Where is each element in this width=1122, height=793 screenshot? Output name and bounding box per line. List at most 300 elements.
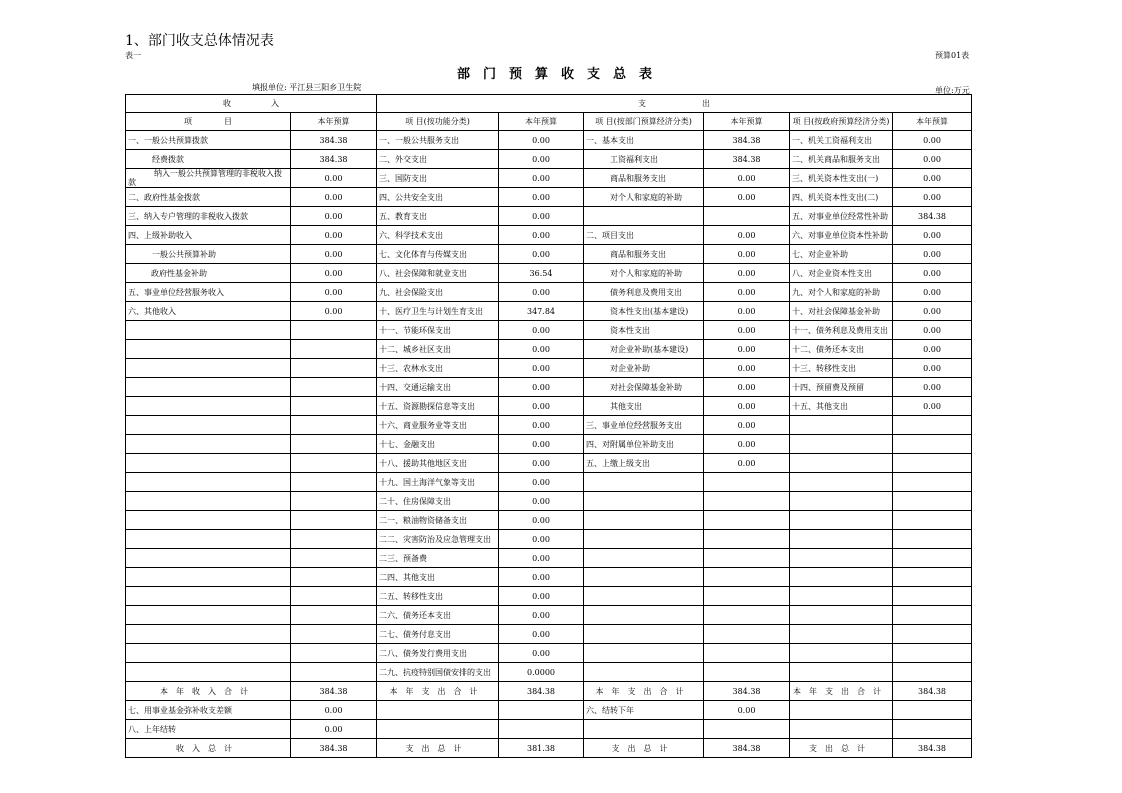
year-income-value: 384.38 <box>291 682 377 701</box>
econ-value: 384.38 <box>704 150 790 169</box>
gov-item: 六、对事业单位资本性补助 <box>790 226 893 245</box>
gov-value <box>893 625 972 644</box>
gov-item: 八、对企业资本性支出 <box>790 264 893 283</box>
func-item: 十四、交通运输支出 <box>377 378 499 397</box>
empty-cell <box>499 701 584 720</box>
econ-item <box>584 606 704 625</box>
table-row <box>126 226 972 245</box>
func-item: 十七、金融支出 <box>377 435 499 454</box>
func-value: 0.00 <box>499 416 584 435</box>
income-item <box>126 416 291 435</box>
expense-total-gv-value: 384.38 <box>893 739 972 758</box>
gov-item <box>790 568 893 587</box>
gov-value <box>893 568 972 587</box>
func-item: 二、外交支出 <box>377 150 499 169</box>
empty-cell <box>584 720 704 739</box>
income-item <box>126 625 291 644</box>
func-value: 0.00 <box>499 397 584 416</box>
empty-cell <box>499 720 584 739</box>
income-item <box>126 378 291 397</box>
income-value: 0.00 <box>291 226 377 245</box>
econ-item: 对企业补助(基本建设) <box>584 340 704 359</box>
func-item: 十五、资源勘探信息等支出 <box>377 397 499 416</box>
gov-item <box>790 625 893 644</box>
gov-value: 0.00 <box>893 397 972 416</box>
gov-item: 一、机关工资福利支出 <box>790 131 893 150</box>
carry-forward-value: 0.00 <box>704 701 790 720</box>
gov-value: 0.00 <box>893 188 972 207</box>
econ-value: 384.38 <box>704 131 790 150</box>
func-value: 0.00 <box>499 473 584 492</box>
reporting-unit <box>252 82 361 93</box>
func-item: 二一、粮油物资储备支出 <box>377 511 499 530</box>
func-item: 二九、抗疫特别国债安排的支出 <box>377 663 499 682</box>
expense-total-fn-label: 支出总计 <box>377 739 499 758</box>
gov-item <box>790 587 893 606</box>
table-row <box>126 435 972 454</box>
gov-value: 0.00 <box>893 169 972 188</box>
func-item: 一、一般公共服务支出 <box>377 131 499 150</box>
table-row <box>126 131 972 150</box>
func-item: 十、医疗卫生与计划生育支出 <box>377 302 499 321</box>
econ-value <box>704 207 790 226</box>
gov-item <box>790 530 893 549</box>
econ-value <box>704 473 790 492</box>
gov-item: 九、对个人和家庭的补助 <box>790 283 893 302</box>
econ-item: 四、对附属单位补助支出 <box>584 435 704 454</box>
gov-item <box>790 663 893 682</box>
gov-value: 0.00 <box>893 378 972 397</box>
gov-value: 0.00 <box>893 131 972 150</box>
page-heading: 1、部门收支总体情况表 <box>125 33 274 49</box>
gov-value <box>893 530 972 549</box>
year-expense-fn-value: 384.38 <box>499 682 584 701</box>
income-total-label: 收入总计 <box>126 739 291 758</box>
income-item: 三、纳入专户管理的非税收入拨款 <box>126 207 291 226</box>
econ-value <box>704 511 790 530</box>
gov-item: 七、对企业补助 <box>790 245 893 264</box>
income-value: 0.00 <box>291 264 377 283</box>
table-row <box>126 568 972 587</box>
income-item <box>126 169 291 188</box>
gov-item <box>790 511 893 530</box>
income-value <box>291 397 377 416</box>
econ-item: 五、上缴上级支出 <box>584 454 704 473</box>
gov-item: 十四、预留费及预留 <box>790 378 893 397</box>
econ-value <box>704 568 790 587</box>
fund-gap-label: 七、用事业基金弥补收支差额 <box>126 701 291 720</box>
table-row <box>126 625 972 644</box>
table-row <box>126 302 972 321</box>
func-value: 0.00 <box>499 207 584 226</box>
empty-cell <box>893 701 972 720</box>
year-expense-gv-label: 本年支出合计 <box>790 682 893 701</box>
func-item: 九、社会保险支出 <box>377 283 499 302</box>
func-value: 0.00 <box>499 492 584 511</box>
econ-item <box>584 644 704 663</box>
func-item: 三、国防支出 <box>377 169 499 188</box>
gov-value <box>893 606 972 625</box>
func-value: 0.00 <box>499 226 584 245</box>
gov-value: 0.00 <box>893 283 972 302</box>
gov-value: 0.00 <box>893 359 972 378</box>
func-item: 五、教育支出 <box>377 207 499 226</box>
reporting-unit-name: 平江县三阳乡卫生院 <box>289 83 362 92</box>
gov-item <box>790 454 893 473</box>
year-expense-ec-label: 本年支出合计 <box>584 682 704 701</box>
func-value: 0.00 <box>499 549 584 568</box>
table-row <box>126 150 972 169</box>
gov-item: 十、对社会保障基金补助 <box>790 302 893 321</box>
income-item <box>126 340 291 359</box>
income-value <box>291 663 377 682</box>
income-item <box>126 587 291 606</box>
table-row <box>126 359 972 378</box>
econ-item <box>584 207 704 226</box>
gov-item: 四、机关资本性支出(二) <box>790 188 893 207</box>
func-value: 0.00 <box>499 378 584 397</box>
table-row <box>126 169 972 188</box>
econ-item <box>584 492 704 511</box>
income-item-header: 项 目 <box>126 113 291 131</box>
econ-value: 0.00 <box>704 397 790 416</box>
econ-item: 商品和服务支出 <box>584 245 704 264</box>
income-value <box>291 511 377 530</box>
gov-value <box>893 416 972 435</box>
econ-value: 0.00 <box>704 283 790 302</box>
prior-carry-label: 八、上年结转 <box>126 720 291 739</box>
empty-cell <box>893 720 972 739</box>
econ-value <box>704 549 790 568</box>
gov-value: 0.00 <box>893 245 972 264</box>
empty-cell <box>377 701 499 720</box>
gov-value <box>893 473 972 492</box>
econ-value: 0.00 <box>704 245 790 264</box>
func-item: 二八、债务发行费用支出 <box>377 644 499 663</box>
gov-value <box>893 454 972 473</box>
year-expense-fn-label: 本年支出合计 <box>377 682 499 701</box>
econ-value <box>704 492 790 511</box>
income-value <box>291 568 377 587</box>
econ-value: 0.00 <box>704 226 790 245</box>
income-header: 收 入 <box>126 95 377 113</box>
income-value <box>291 359 377 378</box>
table-row <box>126 530 972 549</box>
income-item: 二、政府性基金拨款 <box>126 188 291 207</box>
table-row <box>126 207 972 226</box>
table-row <box>126 454 972 473</box>
table-row <box>126 188 972 207</box>
income-budget-header: 本年预算 <box>291 113 377 131</box>
func-item: 十一、节能环保支出 <box>377 321 499 340</box>
econ-item: 商品和服务支出 <box>584 169 704 188</box>
econ-value: 0.00 <box>704 378 790 397</box>
gov-value <box>893 644 972 663</box>
expense-total-ec-value: 384.38 <box>704 739 790 758</box>
table-row <box>126 340 972 359</box>
func-item: 二三、预备费 <box>377 549 499 568</box>
gov-item: 十三、转移性支出 <box>790 359 893 378</box>
gov-value: 0.00 <box>893 226 972 245</box>
econ-value: 0.00 <box>704 302 790 321</box>
func-item: 十八、援助其他地区支出 <box>377 454 499 473</box>
econ-item <box>584 473 704 492</box>
func-value: 0.00 <box>499 568 584 587</box>
income-item <box>126 606 291 625</box>
income-item <box>126 549 291 568</box>
gov-value <box>893 587 972 606</box>
gov-value: 0.00 <box>893 340 972 359</box>
gov-value <box>893 663 972 682</box>
econ-item: 对社会保障基金补助 <box>584 378 704 397</box>
econ-item: 对个人和家庭的补助 <box>584 264 704 283</box>
income-total-value: 384.38 <box>291 739 377 758</box>
gov-value: 0.00 <box>893 150 972 169</box>
gov-value: 384.38 <box>893 207 972 226</box>
income-value <box>291 454 377 473</box>
prior-carry-value: 0.00 <box>291 720 377 739</box>
budget-table <box>125 94 972 758</box>
income-item <box>126 663 291 682</box>
income-item <box>126 454 291 473</box>
income-value <box>291 321 377 340</box>
func-item: 二五、转移性支出 <box>377 587 499 606</box>
func-value: 0.00 <box>499 150 584 169</box>
econ-item <box>584 568 704 587</box>
econ-value: 0.00 <box>704 359 790 378</box>
income-value: 0.00 <box>291 207 377 226</box>
gov-value <box>893 549 972 568</box>
gov-value <box>893 511 972 530</box>
table-row <box>126 378 972 397</box>
income-value: 0.00 <box>291 188 377 207</box>
year-expense-gv-value: 384.38 <box>893 682 972 701</box>
gov-item <box>790 492 893 511</box>
expense-total-ec-label: 支出总计 <box>584 739 704 758</box>
income-item <box>126 568 291 587</box>
income-item <box>126 359 291 378</box>
income-item: 经费拨款 <box>126 150 291 169</box>
func-budget-header: 本年预算 <box>499 113 584 131</box>
gov-item: 十五、其他支出 <box>790 397 893 416</box>
econ-value: 0.00 <box>704 321 790 340</box>
econ-value <box>704 606 790 625</box>
income-value: 0.00 <box>291 302 377 321</box>
table-row <box>126 397 972 416</box>
table-row <box>126 587 972 606</box>
func-value: 0.00 <box>499 625 584 644</box>
func-value: 0.00 <box>499 644 584 663</box>
income-value <box>291 644 377 663</box>
econ-item <box>584 587 704 606</box>
income-item: 四、上级补助收入 <box>126 226 291 245</box>
func-item: 四、公共安全支出 <box>377 188 499 207</box>
econ-value: 0.00 <box>704 264 790 283</box>
gov-item <box>790 644 893 663</box>
func-value: 0.00 <box>499 169 584 188</box>
table-row <box>126 321 972 340</box>
func-value: 36.54 <box>499 264 584 283</box>
func-value: 0.00 <box>499 587 584 606</box>
empty-cell <box>790 720 893 739</box>
econ-value: 0.00 <box>704 454 790 473</box>
econ-item: 二、项目支出 <box>584 226 704 245</box>
income-item <box>126 530 291 549</box>
income-item <box>126 321 291 340</box>
table-row <box>126 492 972 511</box>
func-value: 0.00 <box>499 188 584 207</box>
econ-value: 0.00 <box>704 169 790 188</box>
expense-header: 支 出 <box>377 95 972 113</box>
table-row <box>126 283 972 302</box>
func-value: 0.00 <box>499 321 584 340</box>
gov-item: 十二、债务还本支出 <box>790 340 893 359</box>
gov-item: 十一、债务利息及费用支出 <box>790 321 893 340</box>
income-value <box>291 606 377 625</box>
econ-value: 0.00 <box>704 188 790 207</box>
table-id: 表一 <box>125 51 141 60</box>
econ-item <box>584 663 704 682</box>
func-item: 二十、住房保障支出 <box>377 492 499 511</box>
func-item: 十二、城乡社区支出 <box>377 340 499 359</box>
econ-item: 资本性支出 <box>584 321 704 340</box>
income-item-line: 纳入一般公共预算管理的非税收入拨 <box>154 169 282 178</box>
func-value: 0.00 <box>499 340 584 359</box>
income-value <box>291 340 377 359</box>
income-value <box>291 625 377 644</box>
func-value: 0.00 <box>499 283 584 302</box>
gov-item <box>790 473 893 492</box>
income-item: 一、一般公共预算拨款 <box>126 131 291 150</box>
func-item: 八、社会保障和就业支出 <box>377 264 499 283</box>
econ-value: 0.00 <box>704 435 790 454</box>
income-item <box>126 397 291 416</box>
func-item: 十三、农林水支出 <box>377 359 499 378</box>
income-value <box>291 530 377 549</box>
gov-value <box>893 435 972 454</box>
income-value: 0.00 <box>291 169 377 188</box>
table-row <box>126 606 972 625</box>
func-value: 347.84 <box>499 302 584 321</box>
income-value <box>291 378 377 397</box>
empty-cell <box>377 720 499 739</box>
expense-total-fn-value: 381.38 <box>499 739 584 758</box>
gov-item <box>790 435 893 454</box>
econ-item: 资本性支出(基本建设) <box>584 302 704 321</box>
expense-total-gv-label: 支出总计 <box>790 739 893 758</box>
econ-value: 0.00 <box>704 416 790 435</box>
func-item: 七、文化体育与传媒支出 <box>377 245 499 264</box>
gov-item-header: 项 目(按政府预算经济分类) <box>790 113 893 131</box>
income-item <box>126 644 291 663</box>
func-item: 二二、灾害防治及应急管理支出 <box>377 530 499 549</box>
gov-item: 五、对事业单位经常性补助 <box>790 207 893 226</box>
econ-item <box>584 549 704 568</box>
func-value: 0.00 <box>499 511 584 530</box>
income-item <box>126 473 291 492</box>
func-item: 二七、债务付息支出 <box>377 625 499 644</box>
reporting-unit-label: 填报单位: <box>252 83 287 92</box>
income-value <box>291 416 377 435</box>
income-value <box>291 587 377 606</box>
gov-budget-header: 本年预算 <box>893 113 972 131</box>
table-row <box>126 549 972 568</box>
carry-forward-label: 六、结转下年 <box>584 701 704 720</box>
func-value: 0.00 <box>499 359 584 378</box>
gov-value: 0.00 <box>893 321 972 340</box>
income-item: 政府性基金补助 <box>126 264 291 283</box>
income-item <box>126 511 291 530</box>
func-item-header: 项 目(按功能分类) <box>377 113 499 131</box>
income-item <box>126 492 291 511</box>
income-value: 0.00 <box>291 283 377 302</box>
func-value: 0.00 <box>499 245 584 264</box>
table-row <box>126 416 972 435</box>
gov-item <box>790 549 893 568</box>
table-row <box>126 663 972 682</box>
money-unit: 单位:万元 <box>935 86 970 95</box>
income-item: 一般公共预算补助 <box>126 245 291 264</box>
income-item: 六、其他收入 <box>126 302 291 321</box>
econ-item <box>584 625 704 644</box>
table-row <box>126 511 972 530</box>
econ-item: 三、事业单位经营服务支出 <box>584 416 704 435</box>
gov-item: 三、机关资本性支出(一) <box>790 169 893 188</box>
econ-value <box>704 644 790 663</box>
table-row <box>126 245 972 264</box>
func-item: 十六、商业服务业等支出 <box>377 416 499 435</box>
income-value <box>291 549 377 568</box>
income-value <box>291 435 377 454</box>
income-value <box>291 473 377 492</box>
empty-cell <box>704 720 790 739</box>
gov-item: 二、机关商品和服务支出 <box>790 150 893 169</box>
year-income-label: 本年收入合计 <box>126 682 291 701</box>
func-value: 0.00 <box>499 454 584 473</box>
econ-value: 0.00 <box>704 340 790 359</box>
gov-value: 0.00 <box>893 302 972 321</box>
econ-item: 对个人和家庭的补助 <box>584 188 704 207</box>
empty-cell <box>790 701 893 720</box>
econ-item <box>584 530 704 549</box>
table-row <box>126 644 972 663</box>
econ-item <box>584 511 704 530</box>
income-value: 0.00 <box>291 245 377 264</box>
income-value <box>291 492 377 511</box>
econ-value <box>704 625 790 644</box>
fund-gap-value: 0.00 <box>291 701 377 720</box>
gov-value: 0.00 <box>893 264 972 283</box>
econ-item: 对企业补助 <box>584 359 704 378</box>
income-value: 384.38 <box>291 150 377 169</box>
table-title: 部门预算收支总表 <box>456 67 665 82</box>
income-item-line: 款 <box>128 178 136 187</box>
econ-item-header: 项 目(按部门预算经济分类) <box>584 113 704 131</box>
func-value: 0.00 <box>499 435 584 454</box>
func-item: 六、科学技术支出 <box>377 226 499 245</box>
func-item: 二四、其他支出 <box>377 568 499 587</box>
income-value: 384.38 <box>291 131 377 150</box>
func-value: 0.00 <box>499 530 584 549</box>
gov-item <box>790 416 893 435</box>
table-row <box>126 264 972 283</box>
func-item: 二六、债务还本支出 <box>377 606 499 625</box>
func-item: 十九、国土海洋气象等支出 <box>377 473 499 492</box>
econ-item: 债务利息及费用支出 <box>584 283 704 302</box>
income-item: 五、事业单位经营服务收入 <box>126 283 291 302</box>
form-number: 预算01表 <box>935 51 970 60</box>
econ-value <box>704 663 790 682</box>
